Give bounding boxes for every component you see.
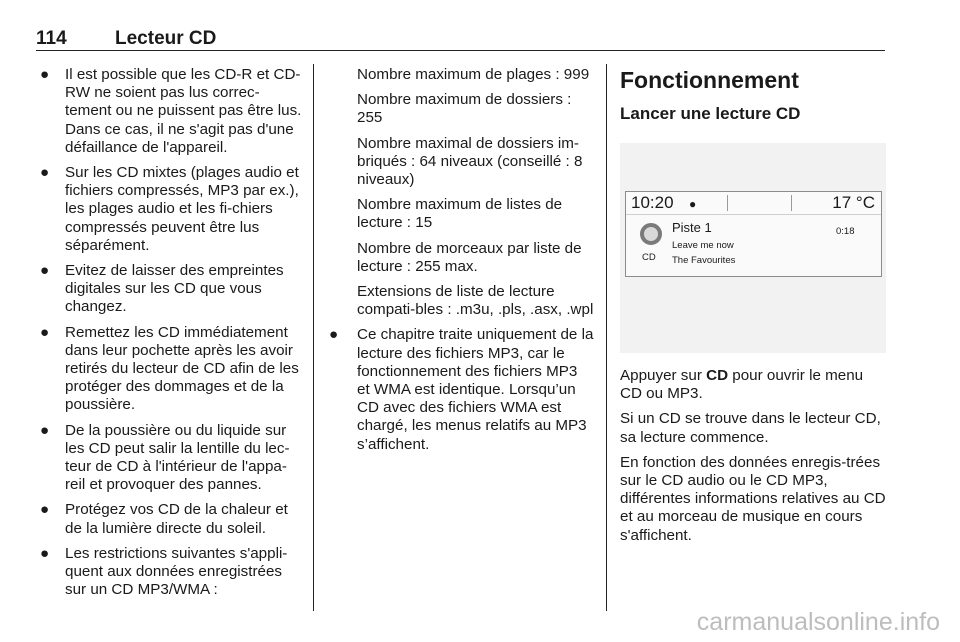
bullet-dot: ● bbox=[40, 164, 50, 182]
track-number: Piste 1 bbox=[672, 220, 712, 235]
song-title: Leave me now bbox=[672, 240, 734, 251]
bullet-dot: ● bbox=[40, 323, 50, 341]
section-heading: Fonctionnement bbox=[620, 67, 799, 93]
bullet-item bbox=[36, 545, 302, 600]
bullet-text: Il est possible que les CD-R et CD-RW ne soient pas lus correc-tement ou ne puissent pas être lus. Dans ce cas, il ne s'agit pas d'une défaillance de l'appareil. bbox=[65, 66, 302, 156]
bullet-text: Sur les CD mixtes (plages audio et fichiers compressés, MP3 par ex.), les plages audio et les fi-chiers compressés peuvent être lus séparément. bbox=[65, 164, 299, 254]
bullet-item bbox=[36, 422, 302, 495]
limit-paragraph: Nombre maximum de listes de lecture : 15 bbox=[357, 196, 563, 232]
bullet-item bbox=[326, 326, 594, 453]
column-divider-1 bbox=[313, 64, 314, 611]
bullet-text: Protégez vos CD de la chaleur et de la lumière directe du soleil. bbox=[65, 501, 288, 537]
bullet-item bbox=[36, 66, 302, 157]
bullet-item bbox=[36, 324, 302, 415]
limit-paragraph: Extensions de liste de lecture compati-bles : .m3u, .pls, .asx, .wpl bbox=[357, 283, 594, 319]
bullet-dot: ● bbox=[40, 544, 50, 562]
bullet-text: Les restrictions suivantes s'appli-quent aux données enregistrées sur un CD MP3/WMA : bbox=[65, 544, 288, 599]
bullet-dot: ● bbox=[40, 501, 50, 519]
cd-disc-icon bbox=[640, 223, 662, 245]
source-label: CD bbox=[642, 252, 656, 263]
header-rule bbox=[36, 50, 885, 51]
bullet-dot: ● bbox=[329, 326, 339, 344]
status-separator bbox=[791, 195, 792, 211]
artist-name: The Favourites bbox=[672, 255, 736, 266]
radio-display-figure bbox=[620, 143, 886, 353]
instruction-text: pour ouvrir le menu CD ou MP3. bbox=[620, 367, 864, 403]
column-2 bbox=[326, 66, 594, 461]
limit-paragraph: Nombre maximum de plages : 999 bbox=[357, 66, 590, 83]
bullet-dot: ● bbox=[40, 421, 50, 439]
page-header bbox=[36, 28, 885, 50]
page-number: 114 bbox=[36, 28, 67, 49]
section-subheading: Lancer une lecture CD bbox=[620, 104, 801, 123]
limit-paragraph: Nombre de morceaux par liste de lecture : 255 max. bbox=[357, 239, 582, 275]
limit-paragraph: Nombre maximum de dossiers : 255 bbox=[357, 91, 572, 127]
cd-symbol-icon: ● bbox=[689, 197, 697, 211]
watermark: carmanualsonline.info bbox=[696, 608, 940, 636]
status-separator bbox=[727, 195, 728, 211]
bullet-text: Evitez de laisser des empreintes digitales sur les CD que vous changez. bbox=[65, 262, 284, 316]
cd-button-label: CD bbox=[706, 367, 729, 384]
bullet-item bbox=[36, 164, 302, 255]
bullet-text: Ce chapitre traite uniquement de la lecture des fichiers MP3, car le fonctionnement des fichiers MP3 et WMA est identique. Lorsqu’un CD avec des fichiers WMA est chargé, les menus relatifs au MP3 s’affichent. bbox=[357, 326, 594, 453]
bullet-dot: ● bbox=[40, 262, 50, 280]
bullet-item bbox=[36, 262, 302, 317]
instruction-paragraph bbox=[620, 367, 886, 403]
column-3 bbox=[620, 66, 886, 552]
instruction-text: Appuyer sur bbox=[620, 367, 707, 384]
page-title: Lecteur CD bbox=[115, 28, 217, 49]
bullet-text: Remettez les CD immédiatement dans leur pochette après les avoir retirés du lecteur de CD afin de les protéger des dommages et de la poussière. bbox=[65, 323, 299, 414]
column-divider-2 bbox=[606, 64, 607, 611]
bullet-item bbox=[36, 501, 302, 537]
instruction-paragraph: En fonction des données enregis-trées sur le CD audio ou le CD MP3, différentes informations relatives au CD et au morceau de musique en cours s'affichent. bbox=[620, 453, 886, 544]
bullet-dot: ● bbox=[40, 66, 50, 83]
clock-text: 10:20 bbox=[631, 193, 674, 212]
radio-display bbox=[625, 191, 882, 277]
column-1 bbox=[36, 66, 302, 606]
bullet-text: De la poussière ou du liquide sur les CD peut salir la lentille du lec-teur de CD à l'intérieur de l'appa-reil et provoquer des pannes. bbox=[65, 421, 290, 494]
instruction-paragraph: Si un CD se trouve dans le lecteur CD, sa lecture commence. bbox=[620, 410, 881, 446]
temperature-text: 17 °C bbox=[832, 193, 875, 212]
elapsed-time: 0:18 bbox=[836, 226, 855, 237]
limit-paragraph: Nombre maximal de dossiers im-briqués : 64 niveaux (conseillé : 8 niveaux) bbox=[357, 134, 583, 189]
